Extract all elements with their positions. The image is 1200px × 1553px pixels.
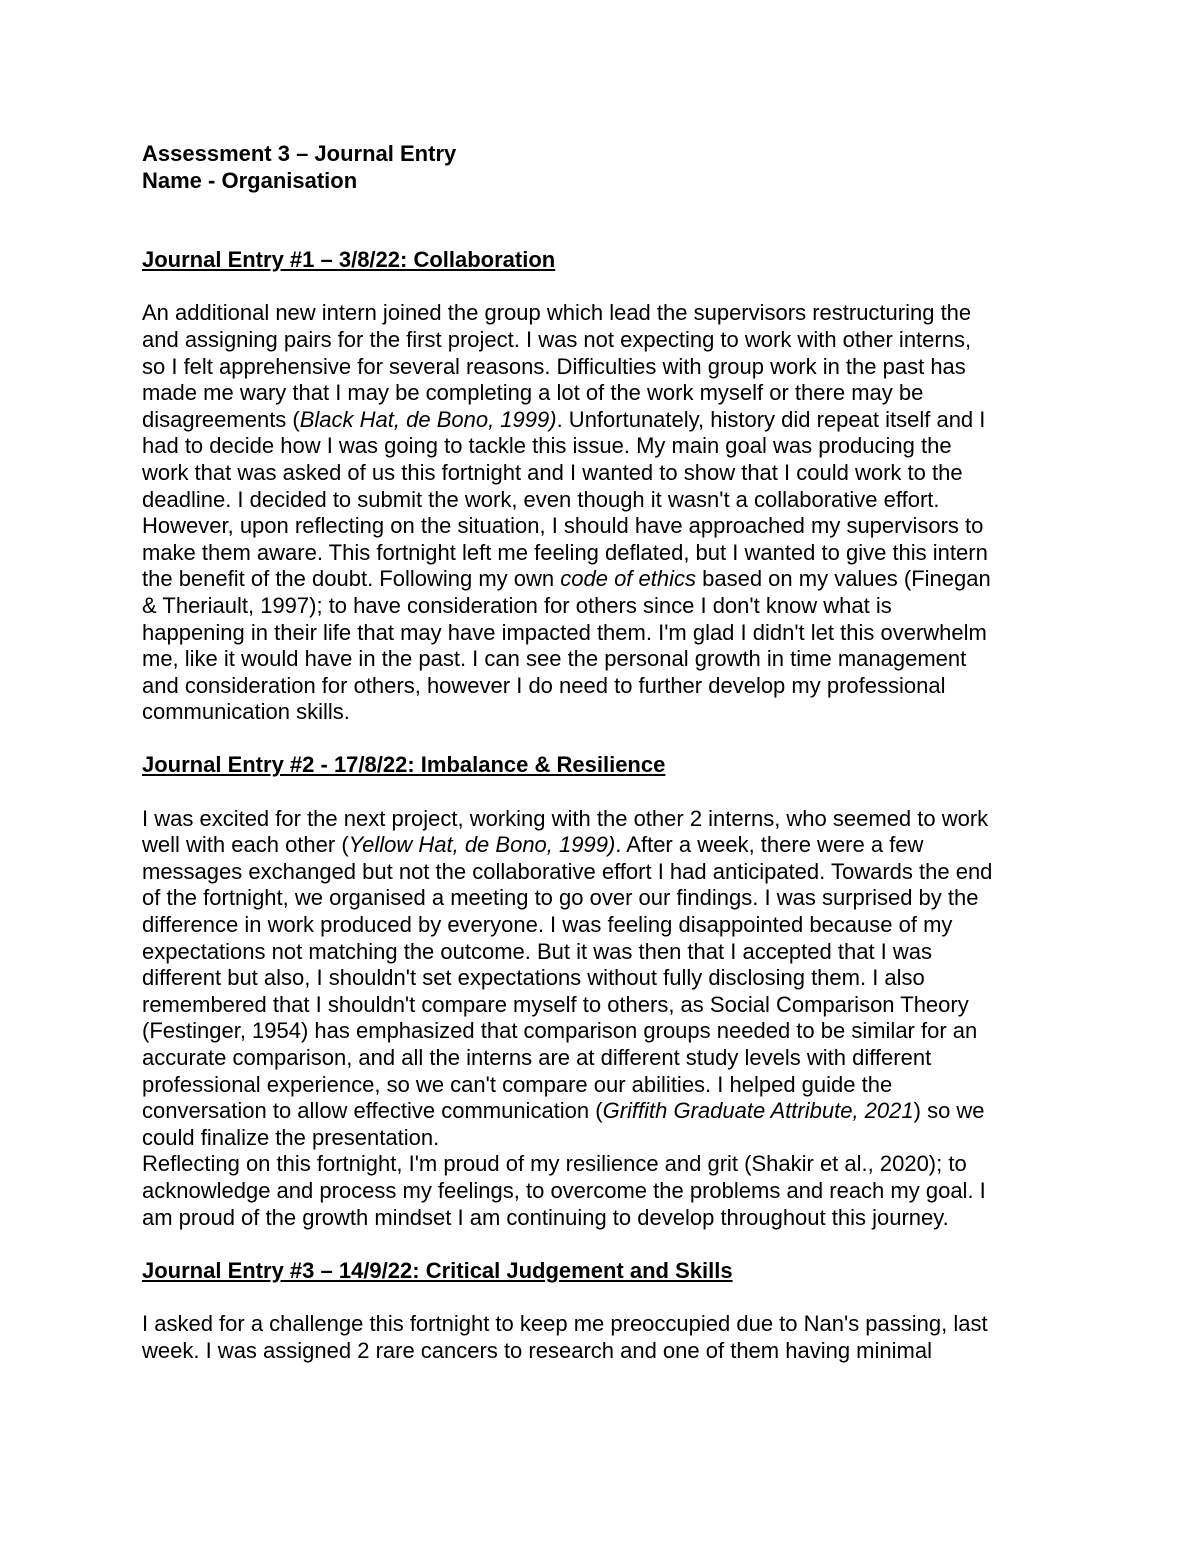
entry-2-body: [142, 806, 1062, 1232]
body-line: so I felt apprehensive for several reasons. Difficulties with group work in the past has: [142, 353, 966, 379]
body-line: & Theriault, 1997); to have consideration for others since I don't know what is: [142, 592, 892, 618]
citation-italic: Griffith Graduate Attribute, 2021: [602, 1098, 914, 1124]
body-line: messages exchanged but not the collaborative effort I had anticipated. Towards the end: [142, 858, 993, 884]
entry-3-heading: Journal Entry #3 – 14/9/22: Critical Judgement and Skills: [142, 1257, 733, 1283]
spacer: [142, 274, 1062, 301]
document-subtitle: Name - Organisation: [142, 167, 358, 193]
body-text: the benefit of the doubt. Following my own: [142, 566, 561, 592]
body-line: [142, 566, 1062, 593]
body-line: remembered that I shouldn't compare myself to others, as Social Comparison Theory: [142, 991, 969, 1017]
body-line: Reflecting on this fortnight, I'm proud of my resilience and grit (Shakir et al., 2020); to: [142, 1151, 967, 1177]
body-line: had to decide how I was going to tackle this issue. My main goal was producing the: [142, 433, 952, 459]
citation-italic: Black Hat, de Bono, 1999): [299, 406, 557, 432]
body-line: accurate comparison, and all the interns are at different study levels with different: [142, 1045, 932, 1070]
body-line: However, upon reflecting on the situation, I should have approached my supervisors to: [142, 513, 984, 539]
body-text: . After a week, there were a few: [615, 832, 924, 858]
body-text: based on my values (Finegan: [696, 566, 991, 592]
body-line: of the fortnight, we organised a meeting to go over our findings. I was surprised by the: [142, 885, 979, 911]
body-line: [142, 1098, 1062, 1125]
citation-italic: Yellow Hat, de Bono, 1999): [348, 832, 616, 858]
body-line: difference in work produced by everyone. I was feeling disappointed because of my: [142, 912, 953, 938]
document-title: Assessment 3 – Journal Entry: [142, 141, 457, 166]
body-line: make them aware. This fortnight left me feeling deflated, but I wanted to give this intern: [142, 539, 988, 565]
body-line: I was excited for the next project, working with the other 2 interns, who seemed to work: [142, 805, 989, 831]
body-line: happening in their life that may have impacted them. I'm glad I didn't let this overwhelm: [142, 619, 987, 645]
document-body: [142, 141, 1062, 1364]
body-line: and consideration for others, however I do need to further develop my professional: [142, 672, 946, 698]
body-line: acknowledge and process my feelings, to overcome the problems and reach my goal. I: [142, 1177, 986, 1203]
body-line: made me wary that I may be completing a lot of the work myself or there may be: [142, 380, 924, 406]
body-line: week. I was assigned 2 rare cancers to research and one of them having minimal: [142, 1337, 932, 1363]
body-line: [142, 832, 1062, 859]
body-line: expectations not matching the outcome. But it was then that I accepted that I was: [142, 938, 933, 964]
emphasis-italic: code of ethics: [560, 566, 696, 592]
body-line: (Festinger, 1954) has emphasized that comparison groups needed to be similar for an: [142, 1018, 978, 1044]
body-line: I asked for a challenge this fortnight to keep me preoccupied due to Nan's passing, last: [142, 1310, 988, 1336]
spacer: [142, 1284, 1062, 1311]
entry-3-body: [142, 1311, 1062, 1364]
spacer: [142, 726, 1062, 753]
body-text: conversation to allow effective communication (: [142, 1098, 603, 1124]
spacer: [142, 194, 1062, 247]
entry-1-body: [142, 300, 1062, 726]
body-text: well with each other (: [142, 832, 349, 858]
body-line: different but also, I shouldn't set expectations without fully disclosing them. I also: [142, 965, 925, 991]
body-line: could finalize the presentation.: [142, 1124, 440, 1150]
document-header: [142, 141, 1062, 194]
body-line: me, like it would have in the past. I can see the personal growth in time management: [142, 646, 967, 672]
body-line: communication skills.: [142, 699, 350, 725]
entry-2-heading: Journal Entry #2 - 17/8/22: Imbalance & Resilience: [142, 752, 666, 778]
body-text: disagreements (: [142, 406, 300, 432]
entry-1-heading: Journal Entry #1 – 3/8/22: Collaboration: [142, 247, 556, 273]
body-line: professional experience, so we can't compare our abilities. I helped guide the: [142, 1071, 893, 1097]
spacer: [142, 779, 1062, 806]
body-text: . Unfortunately, history did repeat itself and I: [556, 406, 986, 432]
body-line: An additional new intern joined the group which lead the supervisors restructuring the: [142, 300, 972, 326]
body-line: work that was asked of us this fortnight and I wanted to show that I could work to the: [142, 459, 963, 485]
body-line: [142, 407, 1062, 434]
body-line: am proud of the growth mindset I am continuing to develop throughout this journey.: [142, 1204, 949, 1230]
spacer: [142, 1231, 1062, 1258]
body-text: ) so we: [913, 1098, 985, 1124]
body-line: and assigning pairs for the first project. I was not expecting to work with other interns,: [142, 326, 972, 352]
body-line: deadline. I decided to submit the work, even though it wasn't a collaborative effort.: [142, 486, 940, 512]
